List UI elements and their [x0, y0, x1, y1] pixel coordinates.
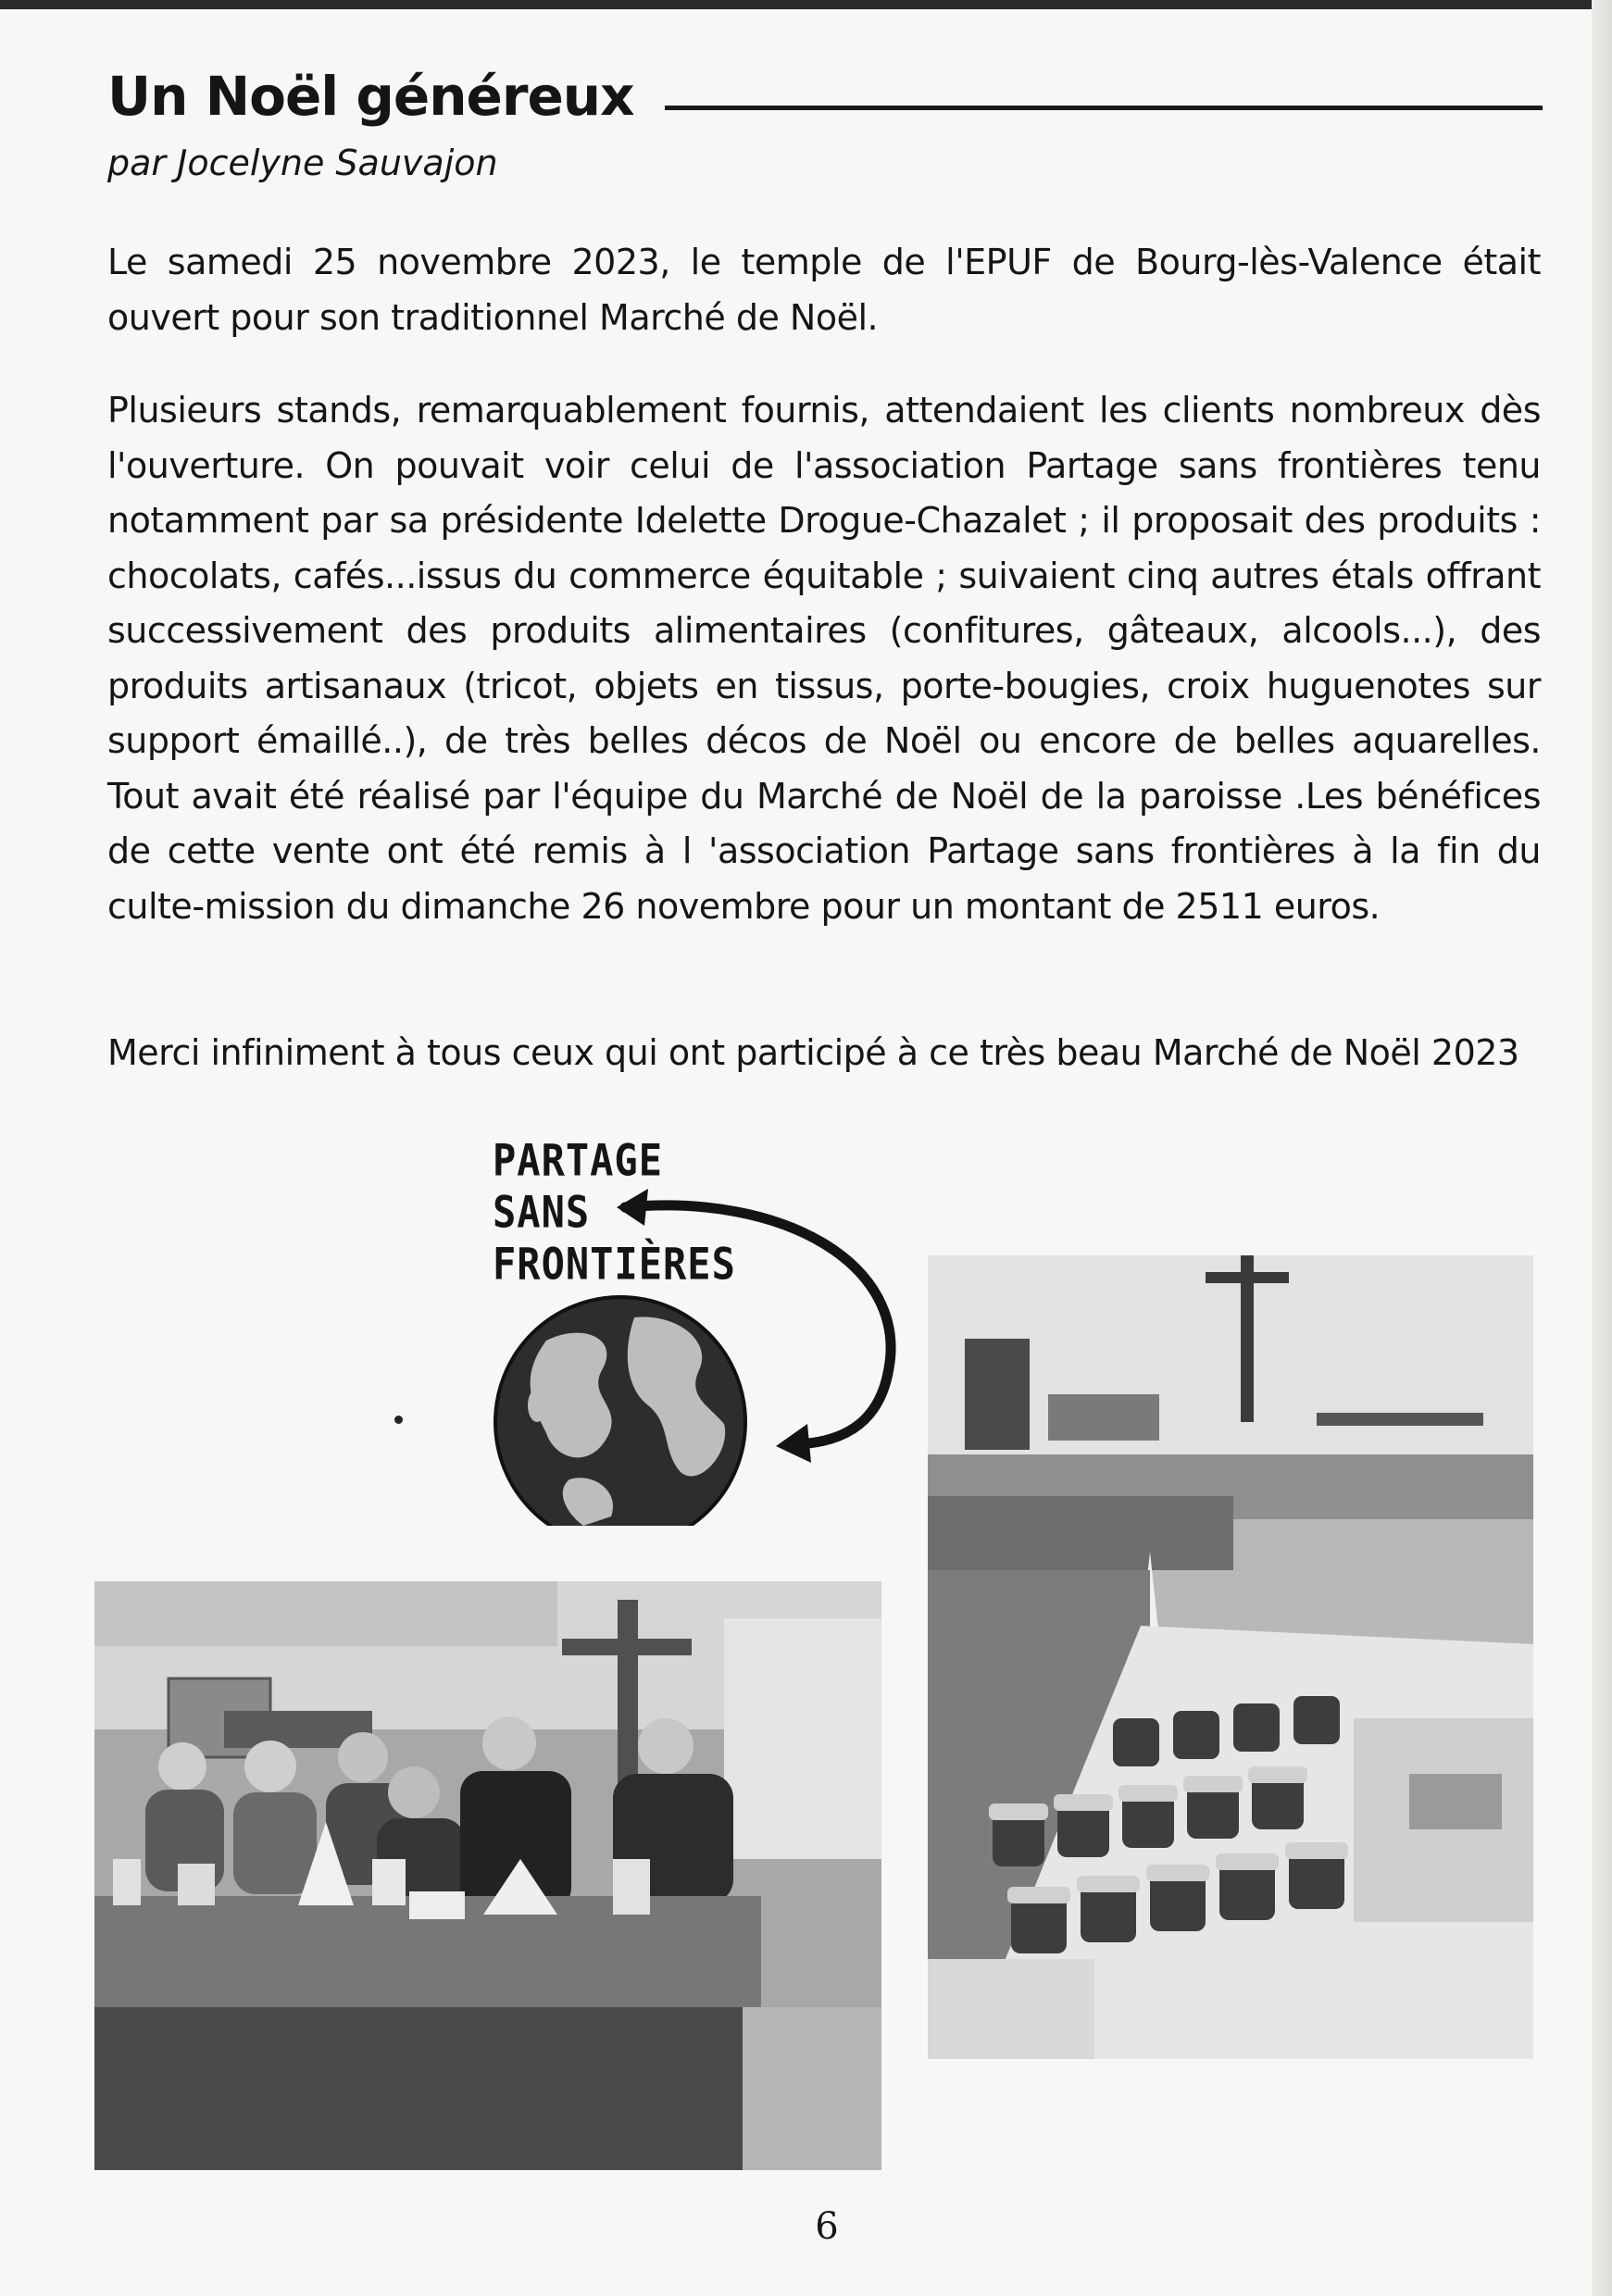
article-byline: par Jocelyne Sauvajon — [107, 143, 498, 183]
volunteers-at-christmas-stand-photo — [94, 1581, 881, 2170]
scan-page-edge — [1592, 0, 1612, 2296]
paragraph-intro: Le samedi 25 novembre 2023, le temple de l'EPUF de Bourg-lès-Valence était ouvert pour son traditionnel Marché de Noël. — [107, 242, 1541, 338]
logo-line-3: FRONTIÈRES — [493, 1239, 736, 1290]
logo-line-2: SANS — [493, 1187, 591, 1238]
page-number: 6 — [815, 2205, 839, 2248]
article-header — [107, 61, 1543, 135]
partage-sans-frontieres-logo — [481, 1128, 917, 1526]
paragraph-thanks: Merci infiniment à tous ceux qui ont participé à ce très beau Marché de Noël 2023 — [107, 1032, 1519, 1073]
scan-top-edge — [0, 0, 1612, 9]
logo-line-1: PARTAGE — [493, 1135, 664, 1186]
scan-speck — [394, 1416, 403, 1424]
globe-with-arrow-icon — [481, 1128, 917, 1526]
market-tables-with-jam-jars-photo — [928, 1255, 1533, 2059]
paragraph-stands: Plusieurs stands, remarquablement fournis, attendaient les clients nombreux dès l'ouverture. On pouvait voir celui de l'association Partage sans frontières tenu notamment par sa présidente Idelette Drogue-Chazalet ; il proposait des produits : chocolats, cafés...issus du commerce équitable ; suivaient cinq autres étals offrant successivement des produits alimentaires (confitures, gâteaux, alcools...), des produits artisanaux (tricot, objets en tissus, porte-bougies, croix huguenotes sur support émaillé..), de très belles décos de Noël ou encore de belles aquarelles. Tout avait été réalisé par l'équipe du Marché de Noël de la paroisse .Les bénéfices de cette vente ont été remis à l 'association Partage sans frontières à la fin du culte-mission du dimanche 26 novembre pour un montant de 2511 euros. — [107, 390, 1541, 927]
title-rule — [665, 106, 1543, 110]
article-title: Un Noël généreux — [107, 65, 634, 128]
